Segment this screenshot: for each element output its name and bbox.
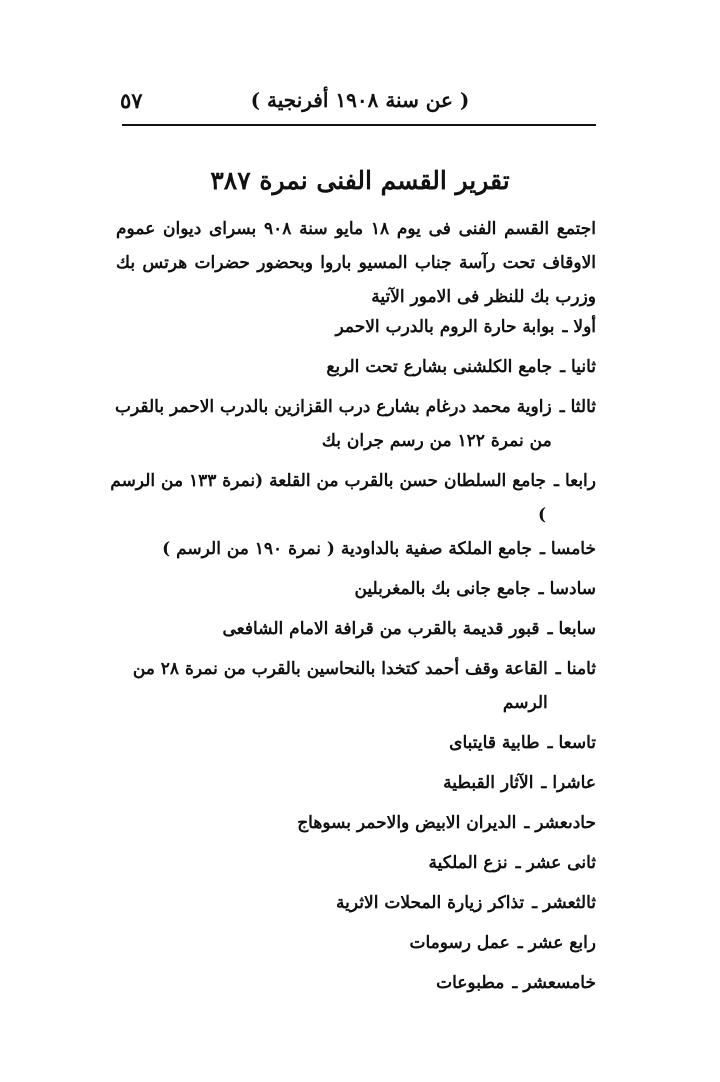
agenda-item (106, 532, 596, 566)
agenda-item (106, 726, 596, 760)
agenda-item-label: عاشرا ـ (541, 773, 596, 793)
agenda-item (106, 846, 596, 880)
agenda-item (106, 886, 596, 920)
agenda-item-text: بوابة حارة الروم بالدرب الاحمر (335, 317, 555, 337)
agenda-item-text: الآثار القبطية (443, 773, 534, 793)
agenda-item (106, 310, 596, 344)
agenda-item-text: طابية قايتباى (449, 733, 540, 753)
agenda-item-text: نزع الملكية (428, 853, 508, 873)
agenda-item (106, 652, 596, 720)
agenda-item-label: ثالثا ـ (559, 397, 596, 417)
agenda-item-text: جامع الكلشنى بشارع تحت الربع (326, 357, 553, 377)
agenda-item-label: خامسعشر ـ (512, 973, 596, 993)
agenda-item-text: جامع جانى بك بالمغربلين (354, 579, 531, 599)
agenda-item-label: ثانيا ـ (560, 357, 596, 377)
agenda-item (106, 350, 596, 384)
agenda-item-label: سابعا ـ (547, 619, 596, 639)
header-rule (122, 124, 596, 126)
agenda-item-label: ثانى عشر ـ (515, 853, 596, 873)
agenda-item (106, 806, 596, 840)
agenda-item-label: رابع عشر ـ (517, 933, 596, 953)
page-header (120, 88, 600, 122)
agenda-item-text: قبور قديمة بالقرب من قرافة الامام الشافعى (222, 619, 540, 639)
agenda-item (106, 390, 596, 458)
agenda-item-label: حادىعشر ـ (524, 813, 596, 833)
agenda-item (106, 464, 596, 532)
agenda-item (106, 612, 596, 646)
report-intro: اجتمع القسم الفنى فى يوم ١٨ مايو سنة ٩٠٨ بسراى ديوان عموم الاوقاف تحت رآسة جناب المسيو باروا وبحضور حضرات هرتس بك وزرب بك للنظر فى الامور الآتية (116, 219, 597, 307)
agenda-item (106, 572, 596, 606)
agenda-item-text: جامع الملكة صفية بالداودية ( نمرة ١٩٠ من الرسم ) (162, 539, 532, 559)
agenda-item-text: جامع السلطان حسن بالقرب من القلعة (نمرة ١٣٣ من الرسم ) (110, 471, 547, 525)
agenda-item-label: ثامنا ـ (555, 659, 596, 679)
agenda-item-label: خامسا ـ (539, 539, 596, 559)
agenda-item-label: ثالثعشر ـ (532, 893, 596, 913)
agenda-item-label: تاسعا ـ (547, 733, 596, 753)
agenda-item-text: زاوية محمد درغام بشارع درب القزازين بالدرب الاحمر بالقرب من نمرة ١٢٢ من رسم جران بك (115, 397, 552, 451)
running-head: ( عن سنة ١٩٠٨ أفرنجية ) (250, 88, 470, 112)
agenda-item-label: رابعا ـ (554, 471, 596, 491)
agenda-list (106, 310, 596, 1000)
agenda-item-text: تذاكر زيارة المحلات الاثرية (336, 893, 525, 913)
agenda-item (106, 766, 596, 800)
agenda-item-text: الديران الابيض والاحمر بسوهاج (297, 813, 517, 833)
report-title: تقرير القسم الفنى نمرة ٣٨٧ (210, 166, 510, 195)
agenda-item (106, 926, 596, 960)
agenda-item-text: عمل رسومات (409, 933, 510, 953)
agenda-item-text: القاعة وقف أحمد كتخدا بالنحاسين بالقرب من نمرة ٢٨ من الرسم (132, 659, 548, 713)
agenda-item (106, 966, 596, 1000)
agenda-item-label: أولا ـ (562, 317, 596, 337)
agenda-item-text: مطبوعات (436, 973, 505, 993)
page-number: ٥٧ (120, 88, 143, 113)
agenda-item-label: سادسا ـ (538, 579, 596, 599)
